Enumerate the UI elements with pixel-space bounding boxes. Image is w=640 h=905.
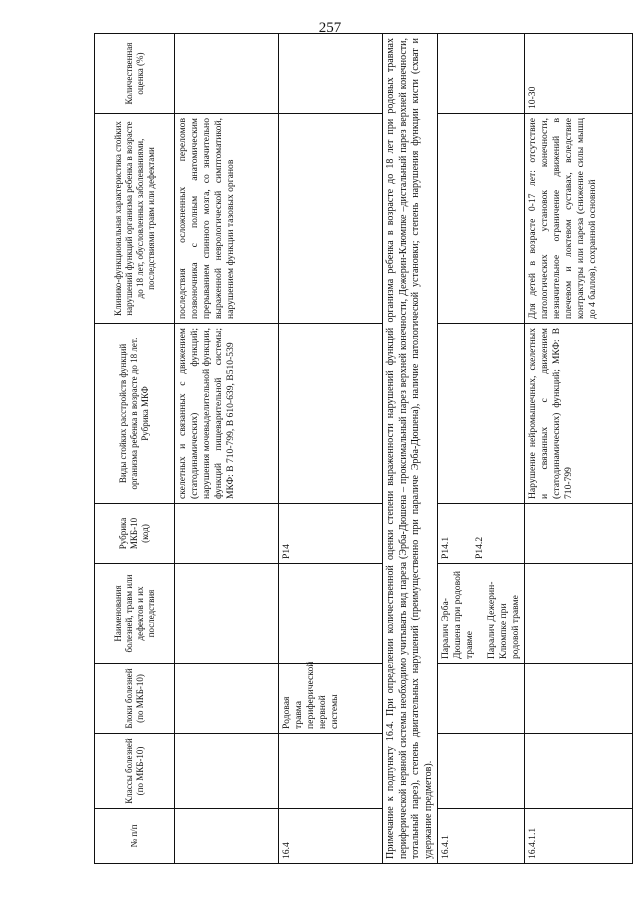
header-icd-code: Рубрика МКБ-10 (код) — [95, 504, 175, 564]
table-row — [279, 34, 383, 864]
function-types-cell: Нарушение нейромышечных, скелетных и связанных с движением (статодинамических) функций; МКФ: B 710-799 — [525, 324, 633, 504]
table-row — [525, 34, 633, 864]
clinical-characteristic-cell: последствия осложненных переломов позвоночника с полным анатомическим прерыванием спинного мозга, со значительно выраженной неврологической симптоматикой, нарушением функции тазовых органов — [175, 114, 279, 324]
header-quantitative-score: Количественная оценка (%) — [95, 34, 175, 114]
row-number: 16.4.1.1 — [525, 809, 633, 864]
header-clinical-characteristic: Клинико-функциональная характеристика стойких нарушений функций организма ребенка в возрасте до 18 лет, обусловленных заболеваниями, последствиями травм или дефектами — [95, 114, 175, 324]
header-num: № п/п — [95, 809, 175, 864]
icd-code-cell: P14 — [279, 504, 383, 564]
icd-code-p141: P14.1 — [440, 536, 451, 559]
disease-name-erb: Паралич Эрба-Дюшена при родовой травме — [440, 570, 475, 659]
table-header-row — [95, 34, 175, 864]
note-text: Примечание к подпункту 16.4. При определении количественной оценки степени выраженности нарушений функций организма ребенка в возрасте до 18 лет при родовых травмах периферической нервной системы необходимо учитывать вид пареза (Эрба-Дюшена – проксимальный парез верхней конечности, Дежерин-Клюмпке –дистальный парез верхней конечности, тотальный парез), степень двигательных нарушений (преимущественно при параличе Эрба-Дюшена), наличие патологической установки; степень нарушения функции кисти (схват и удержание предметов). — [383, 34, 438, 864]
disease-name-dejerine: Паралич Дежерин-Клюмпке при родовой травме — [486, 581, 521, 659]
table-row — [438, 34, 525, 864]
page-number: 257 — [318, 20, 342, 36]
note-row — [383, 34, 438, 864]
header-block: Блоки болезней (по МКБ-10) — [95, 664, 175, 734]
header-class: Классы болезней (по МКБ-10) — [95, 734, 175, 809]
clinical-characteristic-cell: Для детей в возрасте 0-17 лет: отсутствие патологических установок конечности, незначительное ограничение движений в плечевом и локтевом суставах, вследствие контрактуры или пареза (снижение силы мышц до 4 баллов), сохранной основной — [525, 114, 633, 324]
block-cell: Родовая травма периферической нервной системы — [279, 664, 383, 734]
function-types-cell: скелетных и связанных с движением (статодинамических) функций; нарушения мочевыделительной функции, функций пищеварительной системы; МКФ: B 710-799, B 610-639, B510-539 — [175, 324, 279, 504]
row-number: 16.4 — [279, 809, 383, 864]
header-function-types: Виды стойких расстройств функций организма ребенка в возрасте до 18 лет. Рубрика МКФ — [95, 324, 175, 504]
table-row — [175, 34, 279, 864]
rotated-table-frame — [94, 34, 598, 864]
header-disease-name: Наименования болезней, травм или дефектов и их последствия — [95, 564, 175, 664]
row-number: 16.4.1 — [438, 809, 525, 864]
quantitative-score-cell: 10-30 — [525, 34, 633, 114]
disease-table — [94, 33, 633, 864]
icd-code-p142: P14.2 — [474, 536, 485, 559]
